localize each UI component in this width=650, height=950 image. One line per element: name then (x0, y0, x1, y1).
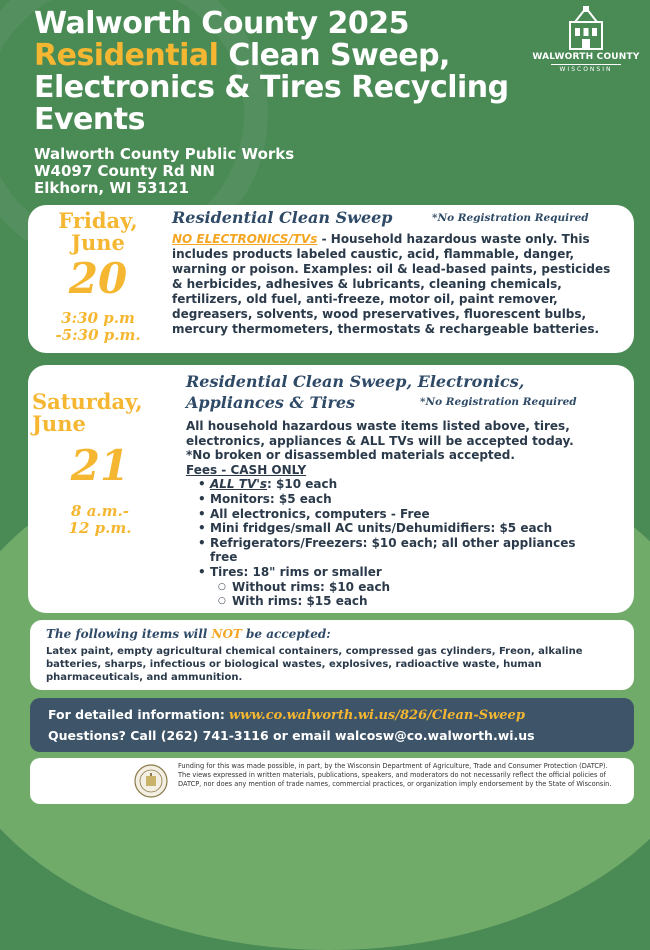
contact-bar (30, 698, 634, 752)
logo-state: WISCONSIN (551, 64, 621, 73)
fees-heading: Fees - CASH ONLY (186, 462, 307, 477)
event2-description (186, 419, 606, 609)
fee-monitors: • Monitors: $5 each (202, 492, 606, 507)
info-line (48, 707, 525, 723)
event1-month: June (71, 230, 125, 255)
event2-date: 21 (70, 441, 130, 490)
event1-title: Residential Clean Sweep (172, 208, 393, 227)
title-line-1: Walworth County 2025 (34, 6, 409, 41)
fee-tv-label: ALL TV's (210, 477, 268, 492)
event2-time-end: 12 p.m. (68, 519, 132, 537)
event2-date-block (32, 391, 168, 537)
event2-registration: *No Registration Required (420, 396, 577, 408)
wisconsin-seal-icon (134, 764, 168, 798)
event1-date-block (30, 210, 166, 344)
fees-list (186, 477, 606, 608)
fee-tv-price: : $10 each (267, 477, 338, 492)
info-label: For detailed information: (48, 707, 225, 722)
event1-time-end: -5:30 p.m. (55, 326, 141, 344)
title-line-2 (34, 40, 574, 72)
event-card-friday (28, 205, 634, 353)
questions-line: Questions? Call (262) 741-3116 or email walcosw@co.walworth.wi.us (48, 728, 535, 743)
event-card-saturday (28, 365, 634, 613)
address-line-1: Walworth County Public Works (34, 145, 295, 163)
event2-note: *No broken or disassembled materials accepted. (186, 448, 515, 463)
event1-registration: *No Registration Required (432, 212, 589, 224)
not-accepted-title-start: The following items will (46, 627, 212, 641)
title-line-3: Electronics & Tires Recycling (34, 70, 509, 105)
event2-month: June (32, 411, 86, 436)
event2-day: Saturday, (32, 389, 143, 414)
event1-date: 20 (68, 254, 128, 303)
page-title (34, 8, 574, 136)
title-line-4: Events (34, 102, 145, 137)
county-logo (532, 6, 640, 73)
event2-title-line-2: Appliances & Tires (186, 393, 356, 412)
fee-refrigerators: • Refrigerators/Freezers: $10 each; all other appliances free (202, 536, 606, 565)
event2-desc: All household hazardous waste items listed above, tires, electronics, appliances & ALL TVs will be accepted today. (186, 419, 574, 448)
not-word: NOT (211, 627, 242, 641)
not-accepted-items: Latex paint, empty agricultural chemical containers, compressed gas cylinders, Freon, alkaline batteries, sharps, infectious or biological wastes, explosives, radioactive waste, human pharmaceuticals, and ammunition. (46, 646, 583, 683)
not-accepted-title (46, 627, 331, 641)
funding-footer (30, 758, 634, 804)
funding-disclaimer: Funding for this was made possible, in part, by the Wisconsin Department of Agriculture, Trade and Consumer Protection (DATCP). The views expressed in written materials, publications, speakers, and moderators do not necessarily reflect the official policies of DATCP, nor does any mention of trade names, commercial practices, or organization imply endorsement by the State of Wisconsin. (178, 762, 612, 788)
event1-day: Friday, (58, 208, 138, 233)
logo-name: WALWORTH COUNTY (532, 52, 640, 62)
title-line-2-rest: Clean Sweep, (218, 38, 450, 73)
fee-tires-with-rims: ○ With rims: $15 each (202, 594, 606, 609)
event2-title-line-1: Residential Clean Sweep, Electronics, (186, 372, 525, 391)
event1-description (172, 232, 622, 337)
fee-electronics: • All electronics, computers - Free (202, 507, 606, 522)
fee-mini-fridges: • Mini fridges/small AC units/Dehumidifiers: $5 each (202, 521, 606, 536)
fee-tires: • Tires: 18" rims or smaller (202, 565, 606, 580)
title-highlight: Residential (34, 38, 219, 73)
not-accepted-title-end: be accepted: (241, 627, 331, 641)
info-url-link[interactable]: www.co.walworth.wi.us/826/Clean-Sweep (228, 708, 525, 723)
event2-time-start: 8 a.m.- (71, 502, 129, 520)
fee-tvs (202, 477, 606, 492)
address (34, 146, 294, 197)
event1-time-start: 3:30 p.m (61, 309, 135, 327)
not-accepted-box (30, 620, 634, 690)
address-line-2: W4097 County Rd NN (34, 162, 215, 180)
fee-tires-without-rims: ○ Without rims: $10 each (202, 580, 606, 595)
courthouse-icon (569, 6, 603, 50)
event1-description-text: - Household hazardous waste only. This includes products labeled caustic, acid, flammable, danger, warning or poison. Examples: oil & lead-based paints, pesticides & herbicides, adhesives & lubricants, cleaning chemicals, fertilizers, old fuel, anti-freeze, motor oil, paint remover, degreasers, solvents, wood preservatives, fluorescent bulbs, mercury thermometers, thermostats & rechargeable batteries. (172, 232, 611, 336)
address-line-3: Elkhorn, WI 53121 (34, 179, 189, 197)
no-electronics-warning: NO ELECTRONICS/TVs (172, 232, 318, 246)
